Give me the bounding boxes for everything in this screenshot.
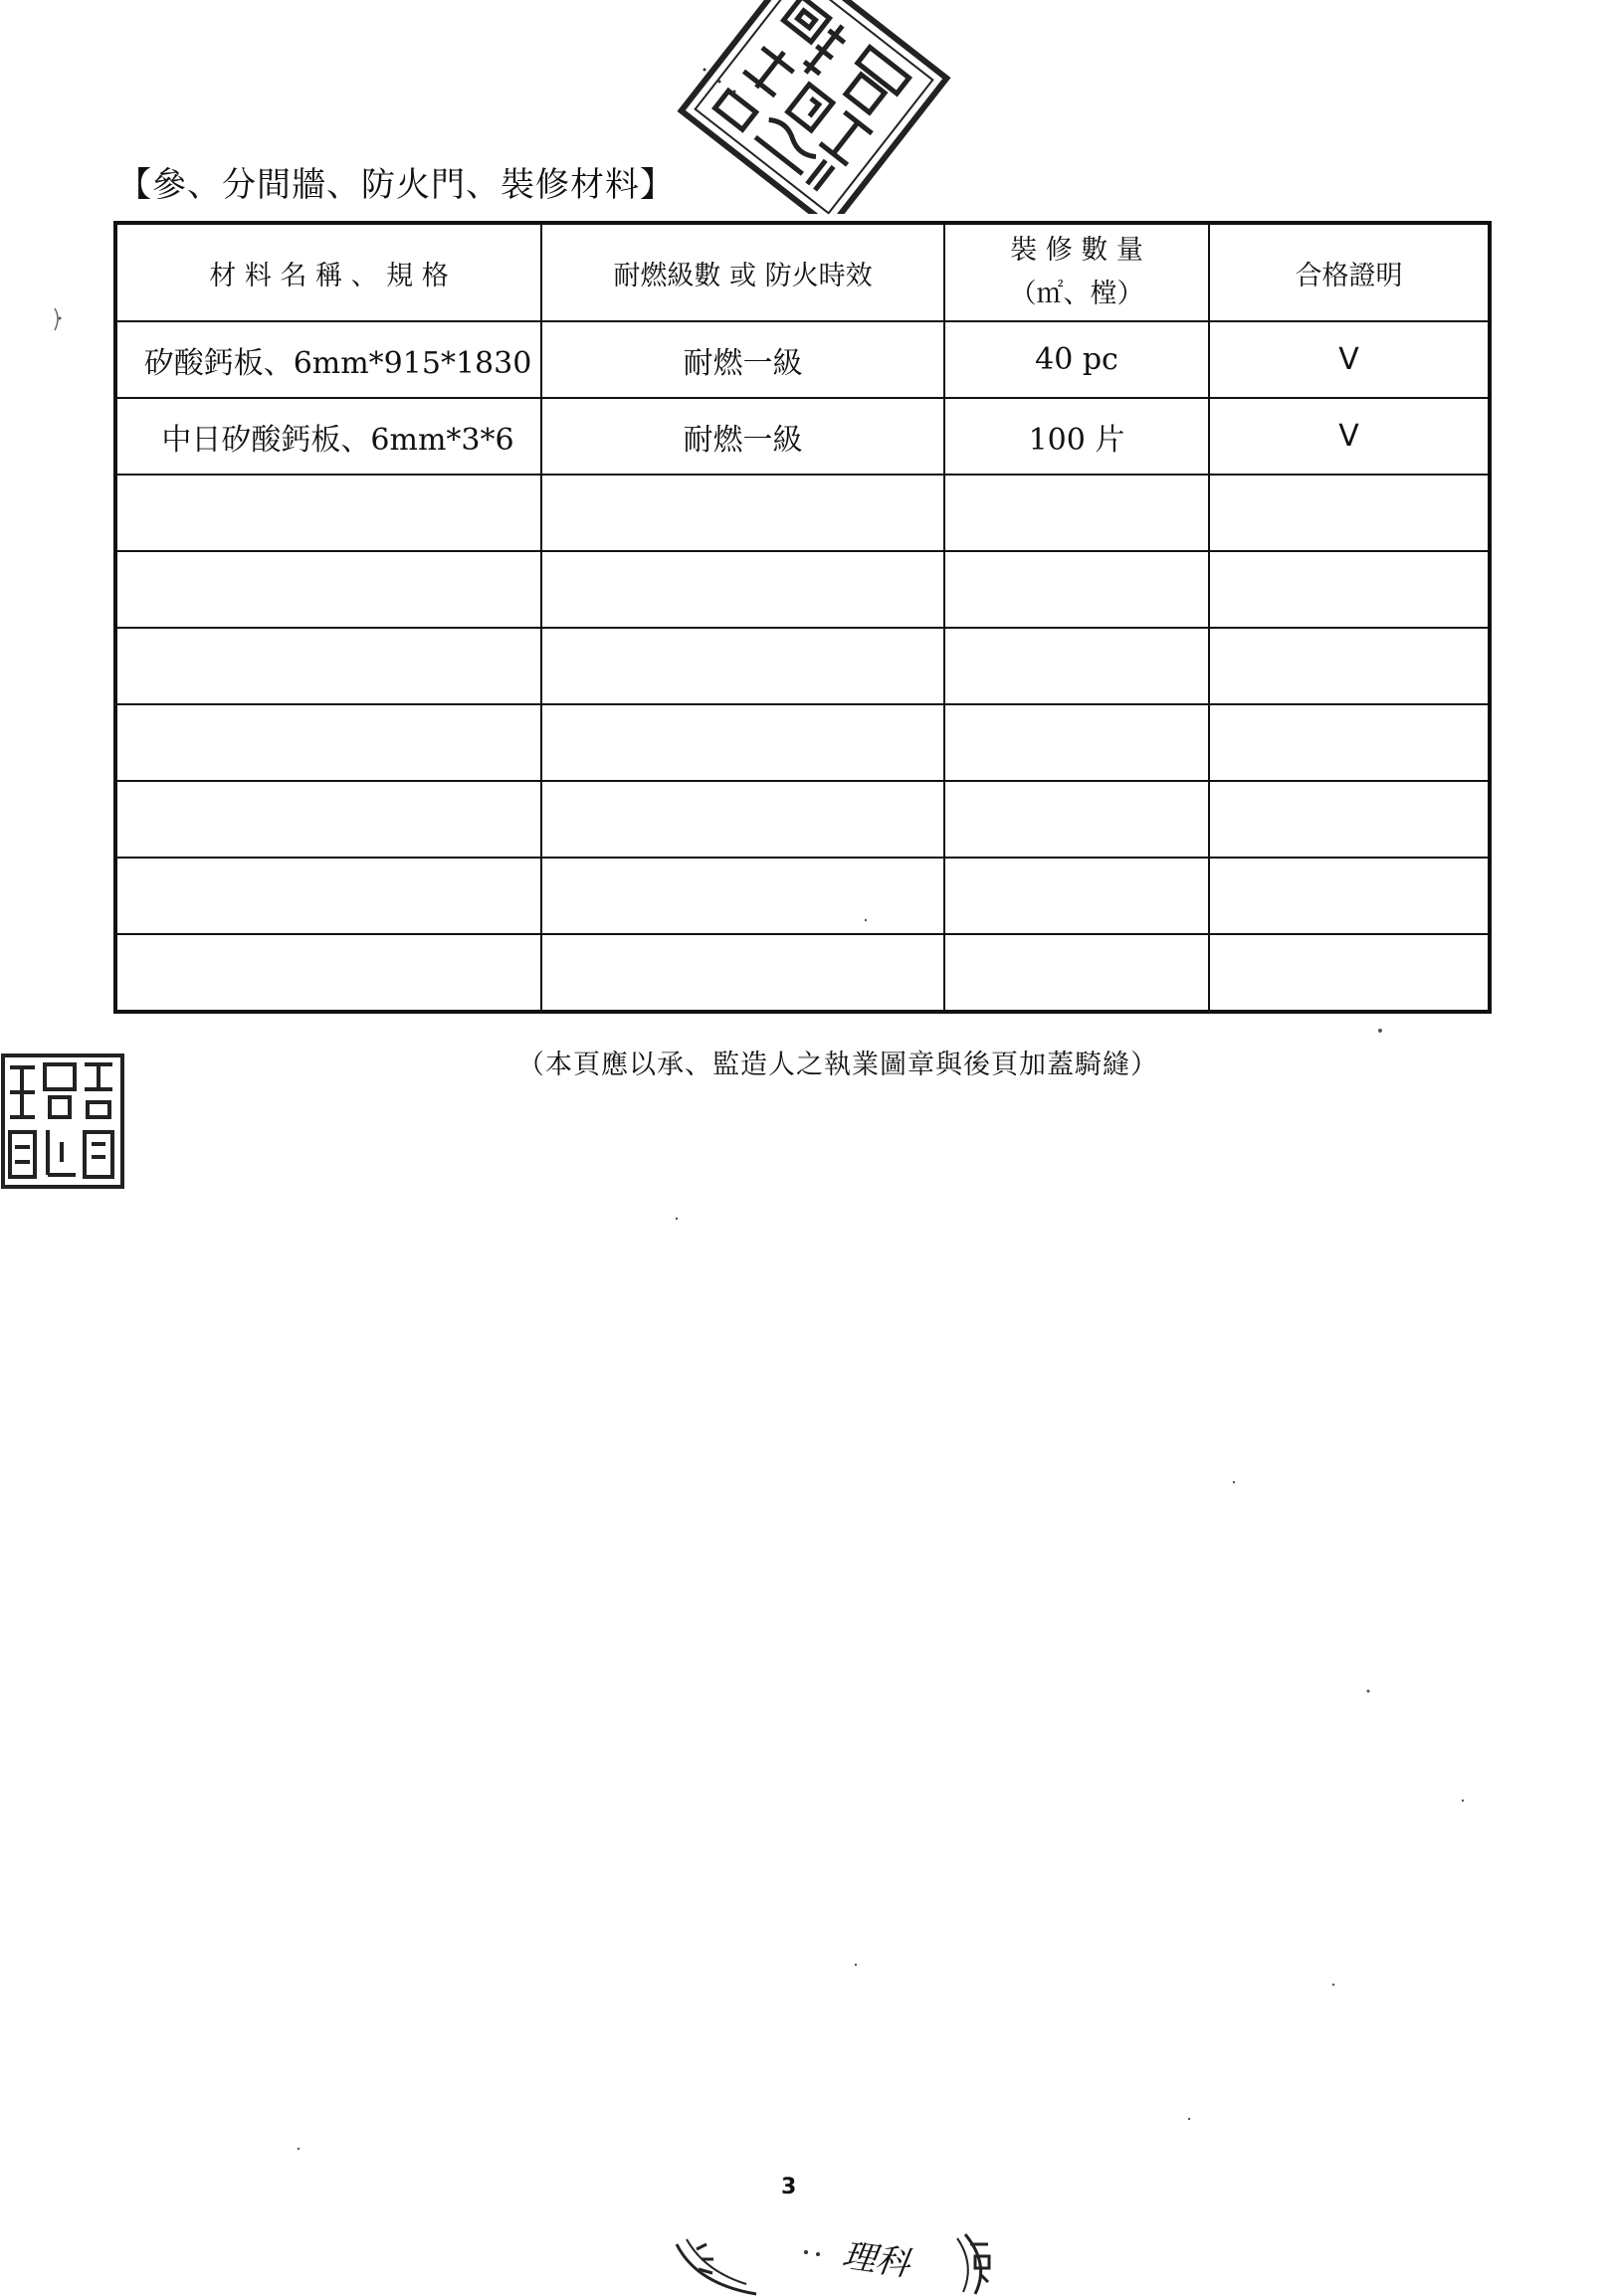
cell-fire-rating xyxy=(541,628,944,704)
cell-quantity xyxy=(944,628,1209,704)
cell-quantity xyxy=(944,475,1209,551)
cell-quantity: 100 片 xyxy=(944,398,1209,475)
cell-certificate: V xyxy=(1209,398,1490,475)
header-quantity-line1: 裝 修 數 量 xyxy=(1010,235,1143,266)
cell-fire-rating xyxy=(541,858,944,934)
header-fire-rating: 耐燃級數 或 防火時效 xyxy=(541,223,944,321)
cell-fire-rating: 耐燃一級 xyxy=(541,321,944,398)
table-row xyxy=(115,475,1490,551)
cell-fire-rating xyxy=(541,551,944,628)
table-row xyxy=(115,551,1490,628)
cell-fire-rating xyxy=(541,934,944,1012)
cell-quantity: 40 pc xyxy=(944,321,1209,398)
header-quantity xyxy=(944,223,1209,321)
cell-material-name xyxy=(115,628,541,704)
page-note: （本頁應以承、監造人之執業圖章與後頁加蓋騎縫） xyxy=(517,1050,1158,1080)
cell-certificate xyxy=(1209,704,1490,781)
seal-stamp-top xyxy=(665,0,953,214)
cell-material-name xyxy=(115,858,541,934)
cell-certificate xyxy=(1209,934,1490,1012)
cell-quantity xyxy=(944,704,1209,781)
cell-material-name xyxy=(115,475,541,551)
cell-certificate xyxy=(1209,475,1490,551)
seal-bottom-text: 理科 xyxy=(839,2235,912,2285)
table-row xyxy=(115,398,1490,475)
section-title: 【參、分間牆、防火門、裝修材料】 xyxy=(117,165,675,205)
table-row xyxy=(115,321,1490,398)
cell-material-name: 中日矽酸鈣板、6mm*3*6 xyxy=(115,398,541,475)
cell-quantity xyxy=(944,934,1209,1012)
table-row xyxy=(115,858,1490,934)
cell-certificate xyxy=(1209,628,1490,704)
cell-material-name xyxy=(115,934,541,1012)
cell-fire-rating xyxy=(541,781,944,858)
header-material-name: 材 料 名 稱 、 規 格 xyxy=(115,223,541,321)
table-row xyxy=(115,704,1490,781)
materials-table xyxy=(113,221,1492,1014)
header-certificate: 合格證明 xyxy=(1209,223,1490,321)
cell-certificate xyxy=(1209,551,1490,628)
cell-quantity xyxy=(944,551,1209,628)
table-row xyxy=(115,781,1490,858)
cell-material-name: 矽酸鈣板、6mm*915*1830 xyxy=(115,321,541,398)
cell-quantity xyxy=(944,858,1209,934)
table-row xyxy=(115,628,1490,704)
cell-certificate xyxy=(1209,781,1490,858)
cell-fire-rating: 耐燃一級 xyxy=(541,398,944,475)
cell-fire-rating xyxy=(541,704,944,781)
cell-material-name xyxy=(115,781,541,858)
table-header-row xyxy=(115,223,1490,321)
cell-quantity xyxy=(944,781,1209,858)
cell-material-name xyxy=(115,551,541,628)
cell-fire-rating xyxy=(541,475,944,551)
cell-material-name xyxy=(115,704,541,781)
cell-certificate xyxy=(1209,858,1490,934)
seal-stamp-bottom xyxy=(667,2224,1025,2296)
table-row xyxy=(115,934,1490,1012)
cell-certificate: V xyxy=(1209,321,1490,398)
page-number: 3 xyxy=(781,2175,797,2200)
header-quantity-line2: （㎡、樘） xyxy=(1009,279,1144,309)
